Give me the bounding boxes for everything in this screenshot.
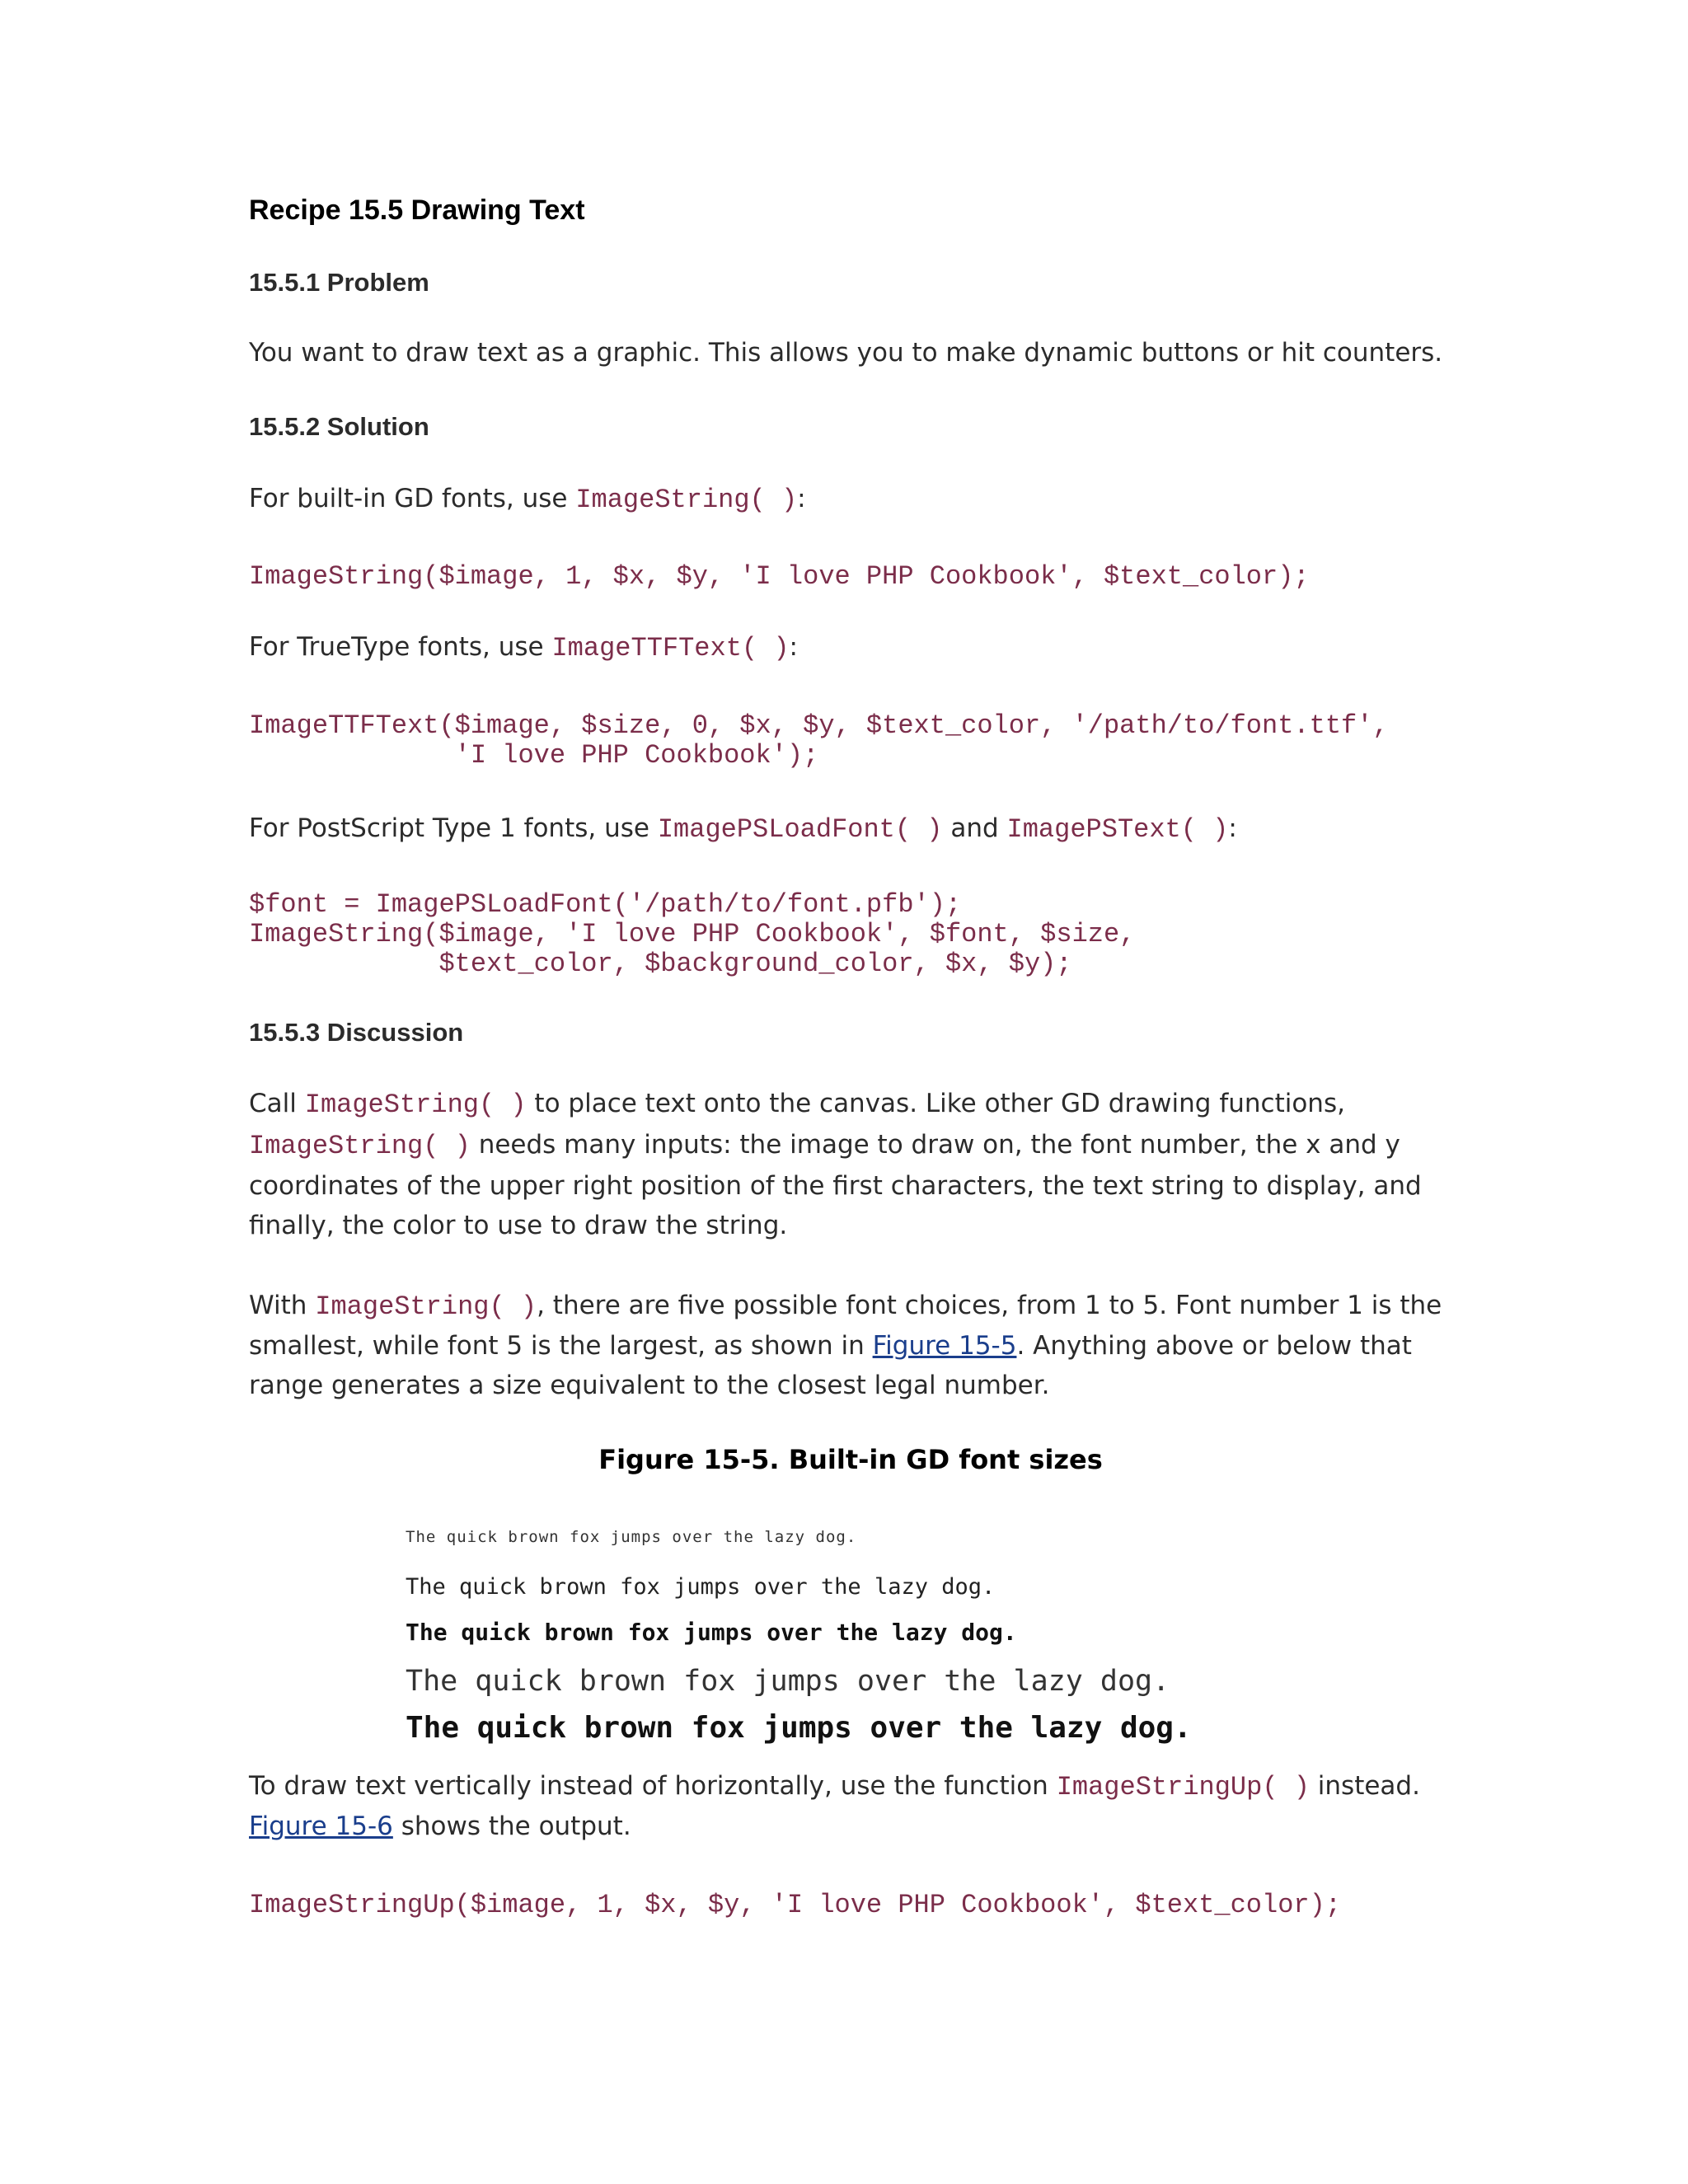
text-span: instead. — [1309, 1771, 1420, 1801]
text-span: To draw text vertically instead of horizontally, use the function — [249, 1771, 1057, 1801]
imagettftext-code-block: ImageTTFText($image, $size, 0, $x, $y, $text_color, '/path/to/font.ttf', 'I love PHP Cookbook'); — [249, 710, 1389, 771]
font-sample-1: The quick brown fox jumps over the lazy dog. — [406, 1528, 857, 1546]
font-sample-3: The quick brown fox jumps over the lazy dog. — [406, 1619, 1017, 1646]
imagestring-inline-code: ImageString( ) — [304, 1090, 527, 1120]
builtin-post: : — [797, 484, 806, 513]
solution-heading: 15.5.2 Solution — [249, 412, 429, 441]
discussion-heading: 15.5.3 Discussion — [249, 1018, 464, 1047]
text-span: to place text onto the canvas. Like other GD drawing functions, — [526, 1089, 1345, 1118]
font-sample-5: The quick brown fox jumps over the lazy dog. — [406, 1711, 1192, 1745]
text-span: With — [249, 1291, 316, 1320]
truetype-post: : — [789, 632, 798, 662]
figure-15-5-link[interactable]: Figure 15-5 — [872, 1331, 1017, 1361]
font-sample-2: The quick brown fox jumps over the lazy dog. — [406, 1574, 996, 1600]
ps-pre: For PostScript Type 1 fonts, use — [249, 813, 658, 843]
discussion-p1-line2 — [249, 1124, 1400, 1167]
imagestringup-code-block: ImageStringUp($image, 1, $x, $y, 'I love PHP Cookbook', $text_color); — [249, 1890, 1342, 1920]
postscript-paragraph — [249, 808, 1237, 851]
imagestringup-inline-code: ImageStringUp( ) — [1056, 1772, 1310, 1802]
builtin-pre: For built-in GD fonts, use — [249, 484, 576, 513]
discussion-p2-line3: range generates a size equivalent to the closest legal number. — [249, 1371, 1050, 1400]
imagepstext-inline-code: ImagePSText( ) — [1006, 814, 1229, 845]
imagepsloadfont-inline-code: ImagePSLoadFont( ) — [657, 814, 943, 845]
text-span: . Anything above or below that — [1016, 1331, 1412, 1361]
ps-mid: and — [942, 813, 1007, 843]
text-span: needs many inputs: the image to draw on, the font number, the x and y — [470, 1130, 1400, 1160]
text-span: shows the output. — [392, 1811, 631, 1841]
builtin-fonts-paragraph — [249, 478, 806, 521]
figure-caption: Figure 15-5. Built-in GD font sizes — [598, 1444, 1103, 1475]
figure-15-6-link[interactable]: Figure 15-6 — [249, 1811, 393, 1841]
imagestring-inline-code: ImageString( ) — [575, 485, 798, 515]
discussion-p1-line4: finally, the color to use to draw the string. — [249, 1211, 788, 1240]
text-span: smallest, while font 5 is the largest, as shown in — [249, 1331, 873, 1361]
imagettftext-inline-code: ImageTTFText( ) — [551, 633, 790, 663]
text-span: Call — [249, 1089, 305, 1118]
imagestring-inline-code: ImageString( ) — [315, 1291, 537, 1322]
problem-text: You want to draw text as a graphic. This allows you to make dynamic buttons or hit counters. — [249, 338, 1443, 368]
truetype-paragraph — [249, 626, 798, 669]
imagestring-code-block: ImageString($image, 1, $x, $y, 'I love PHP Cookbook', $text_color); — [249, 561, 1310, 592]
discussion-p3-line2 — [249, 1806, 631, 1847]
problem-heading: 15.5.1 Problem — [249, 268, 429, 297]
postscript-code-block: $font = ImagePSLoadFont('/path/to/font.pfb'); ImageString($image, 'I love PHP Cookbook', $font, $size, $text_color, $background_color, $x, $y); — [249, 889, 1136, 979]
discussion-p1-line3: coordinates of the upper right position of the first characters, the text string to display, and — [249, 1171, 1422, 1201]
ps-post: : — [1228, 813, 1237, 843]
discussion-p2-line1 — [249, 1285, 1442, 1328]
discussion-p3-line1 — [249, 1765, 1420, 1808]
truetype-pre: For TrueType fonts, use — [249, 632, 552, 662]
discussion-p1-line1 — [249, 1083, 1345, 1126]
text-span: , there are five possible font choices, from 1 to 5. Font number 1 is the — [537, 1291, 1442, 1320]
recipe-title: Recipe 15.5 Drawing Text — [249, 194, 585, 226]
font-sample-4: The quick brown fox jumps over the lazy dog. — [406, 1665, 1170, 1698]
font-sizes-figure — [406, 1516, 1312, 1747]
discussion-p2-line2 — [249, 1325, 1412, 1366]
imagestring-inline-code: ImageString( ) — [249, 1131, 471, 1161]
